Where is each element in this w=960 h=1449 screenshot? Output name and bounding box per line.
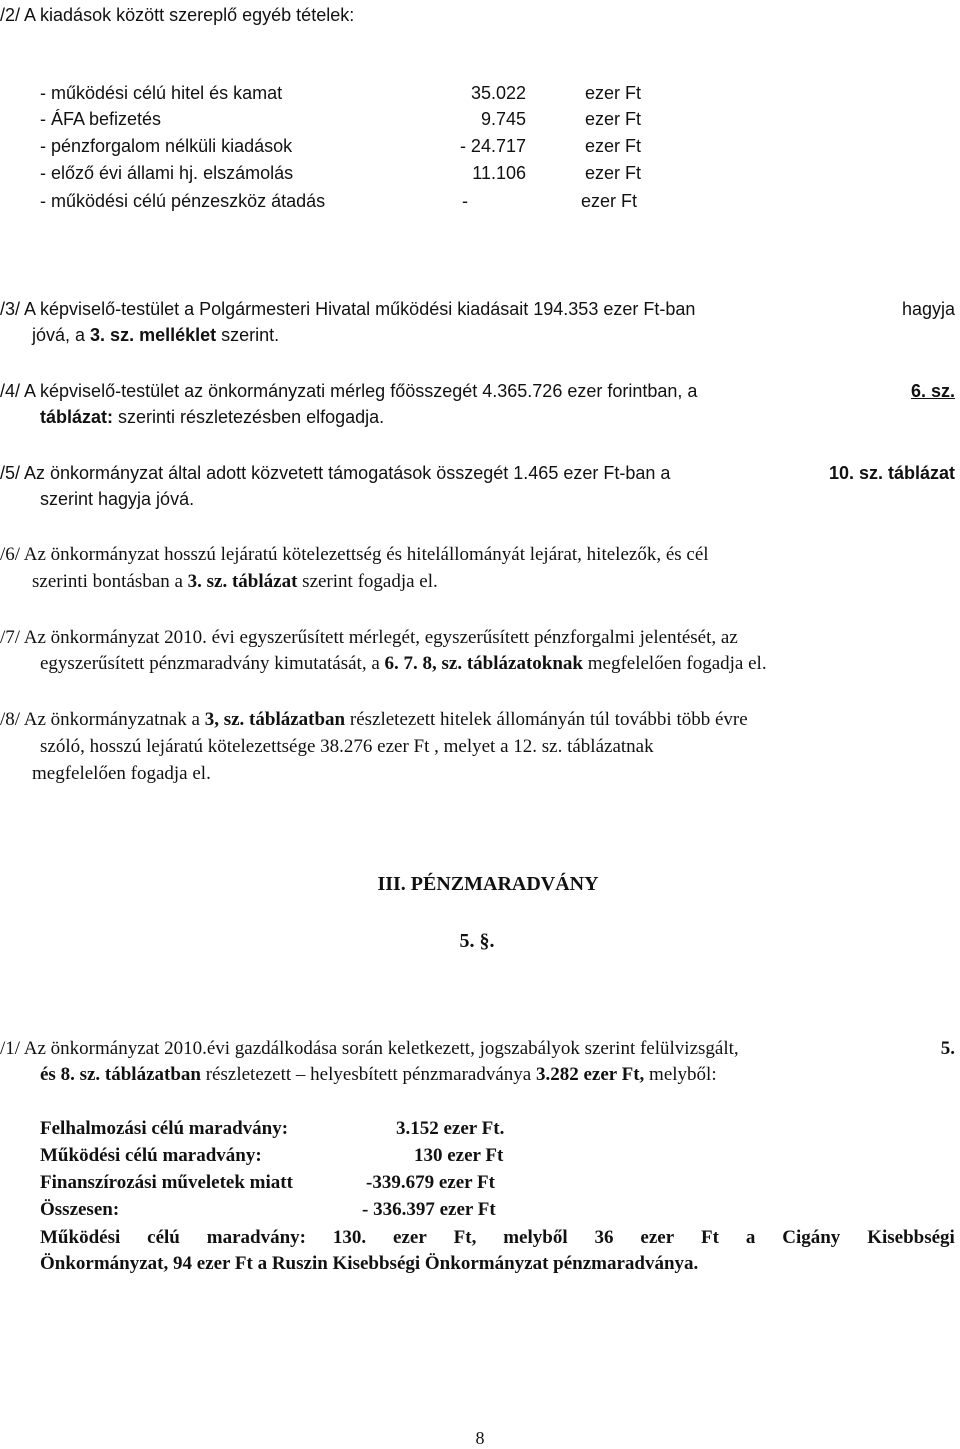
- expense-item-label: - ÁFA befizetés: [40, 109, 162, 129]
- section-7-text: megfelelően fogadja el.: [582, 653, 767, 674]
- expense-item-value: -: [462, 191, 468, 211]
- remainder-value: 130 ezer Ft: [414, 1145, 504, 1166]
- closing-word: Kisebbségi: [867, 1227, 955, 1248]
- closing-word: Működési: [40, 1227, 121, 1248]
- expense-item-label: - működési célú hitel és kamat: [40, 83, 283, 103]
- section-4-text: szerinti részletezésben elfogadja.: [113, 407, 385, 427]
- closing-word: Ft,: [453, 1227, 477, 1248]
- closing-word: Ft: [701, 1227, 719, 1248]
- table-reference: táblázat:: [40, 407, 114, 427]
- table-reference: 6. sz.: [910, 381, 955, 401]
- closing-line-1: [40, 1227, 955, 1249]
- section-3-line-2: [32, 326, 279, 344]
- section-8-text: /8/ Az önkormányzatnak a: [0, 709, 205, 730]
- expense-item-value: - 24.717: [459, 136, 526, 156]
- section-4-line-2: [40, 408, 384, 426]
- remainder-value: -339.679 ezer Ft: [366, 1172, 495, 1193]
- table-reference: 3, sz. táblázatban: [204, 709, 346, 730]
- expense-item-value: 9.745: [480, 109, 526, 129]
- section-7-text: /7/ Az önkormányzat 2010. évi egyszerűsített mérlegét, egyszerűsített pénzforgalmi jelentését, az: [0, 627, 738, 648]
- page-number: 8: [475, 1428, 485, 1448]
- section-5-line-2: szerint hagyja jóvá.: [40, 489, 195, 509]
- table-reference: 6. 7. 8, sz. táblázatoknak: [384, 653, 583, 674]
- section-4-line-1: [0, 381, 955, 402]
- section-3-text-end: hagyja: [901, 299, 955, 319]
- annex-reference: 3. sz. melléklet: [90, 325, 217, 345]
- closing-word: ezer: [640, 1227, 675, 1248]
- pm-section-1-text: /1/ Az önkormányzat 2010.évi gazdálkodása során keletkezett, jogszabályok szerint felülvizsgált,: [0, 1038, 739, 1059]
- closing-word: maradvány:: [206, 1227, 306, 1248]
- remainder-label: Működési célú maradvány:: [40, 1145, 262, 1166]
- section-5-line-1: [0, 463, 955, 484]
- section-7-line-1: [0, 627, 955, 649]
- closing-word: 130.: [332, 1227, 367, 1248]
- section-6-text: szerinti bontásban a: [32, 571, 188, 592]
- remainder-value: - 336.397 ezer Ft: [362, 1199, 496, 1220]
- expense-item-unit: ezer Ft: [585, 83, 642, 103]
- closing-word: ezer: [393, 1227, 427, 1248]
- closing-word: 36: [594, 1227, 614, 1248]
- expense-item-value: 11.106: [472, 163, 526, 183]
- pm-section-1-line-1: [0, 1038, 955, 1060]
- expense-item-unit: ezer Ft: [585, 136, 642, 156]
- section-3-line-1: [0, 299, 955, 320]
- section-6-line-1: /6/ Az önkormányzat hosszú lejáratú kötelezettség és hitelállományát lejárat, hitelezők, és cél: [0, 544, 709, 565]
- section-8-line-2: szóló, hosszú lejáratú kötelezettsége 38.276 ezer Ft , melyet a 12. sz. táblázatnak: [40, 736, 654, 757]
- section-6-line-2: [32, 572, 438, 591]
- section-3-text: jóvá, a: [32, 325, 91, 345]
- remainder-value: 3.152 ezer Ft.: [396, 1118, 505, 1139]
- expense-item-unit: ezer Ft: [585, 109, 642, 129]
- remainder-label: Összesen:: [40, 1199, 120, 1220]
- section-5-text: /5/ Az önkormányzat által adott közvetett támogatások összegét 1.465 ezer Ft-ban a: [0, 463, 671, 483]
- pm-section-1-text: részletezett – helyesbített pénzmaradványa: [200, 1064, 536, 1085]
- section-7-text: egyszerűsített pénzmaradvány kimutatását, a: [40, 653, 385, 674]
- table-reference: és 8. sz. táblázatban: [40, 1064, 201, 1085]
- paragraph-number: 5. §.: [459, 930, 495, 952]
- table-reference: 10. sz. táblázat: [828, 463, 955, 483]
- section-8-text: részletezett hitelek állományán túl további több évre: [345, 709, 748, 730]
- section-8-line-1: [0, 710, 748, 729]
- expense-item-label: - előző évi állami hj. elszámolás: [40, 163, 294, 183]
- expense-item-unit: ezer Ft: [581, 191, 638, 211]
- closing-word: célú: [147, 1227, 180, 1248]
- remainder-total: 3.282 ezer Ft,: [535, 1064, 645, 1085]
- closing-word: Cigány: [782, 1227, 841, 1248]
- section-3-text: /3/ A képviselő-testület a Polgármesteri Hivatal működési kiadásait 194.353 ezer Ft-ban: [0, 299, 696, 319]
- pm-section-1-line-2: [40, 1065, 717, 1084]
- remainder-label: Finanszírozási műveletek miatt: [40, 1172, 293, 1193]
- remainder-label: Felhalmozási célú maradvány:: [40, 1118, 289, 1139]
- closing-word: a: [745, 1227, 756, 1248]
- section-3-text: szerint.: [216, 325, 280, 345]
- section-4-text: /4/ A képviselő-testület az önkormányzati mérleg főösszegét 4.365.726 ezer forintban, a: [0, 381, 698, 401]
- expense-item-label: - pénzforgalom nélküli kiadások: [40, 136, 293, 156]
- section-6-text: szerint fogadja el.: [297, 571, 438, 592]
- closing-line-2: Önkormányzat, 94 ezer Ft a Ruszin Kisebbségi Önkormányzat pénzmaradványa.: [40, 1253, 699, 1274]
- pm-section-1-text: melyből:: [644, 1064, 717, 1085]
- expense-item-label: - működési célú pénzeszköz átadás: [40, 191, 326, 211]
- section-7-line-2: [40, 654, 767, 673]
- chapter-title: III. PÉNZMARADVÁNY: [377, 873, 599, 895]
- table-reference: 3. sz. táblázat: [187, 571, 298, 592]
- expense-item-value: 35.022: [470, 83, 526, 103]
- table-reference: 5.: [940, 1038, 955, 1059]
- section-2-heading: /2/ A kiadások között szereplő egyéb tételek:: [0, 5, 355, 25]
- expense-item-unit: ezer Ft: [585, 163, 642, 183]
- closing-word: melyből: [503, 1227, 568, 1248]
- section-8-line-3: megfelelően fogadja el.: [32, 763, 211, 784]
